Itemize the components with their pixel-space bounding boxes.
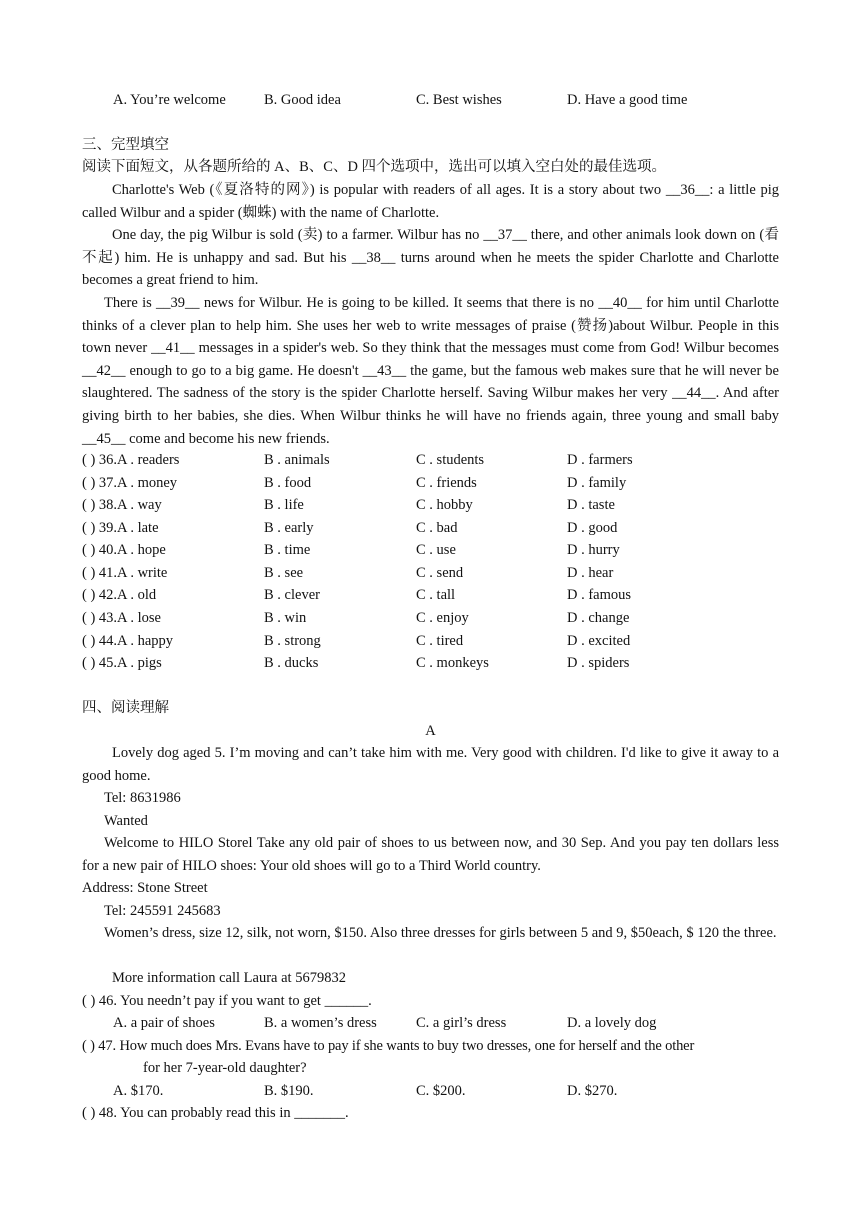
option-c: C . monkeys [416, 655, 489, 671]
question-number: ( ) 39.A . late [82, 520, 159, 536]
cloze-paragraph-3: There is __39__ news for Wilbur. He is going to be killed. It seems that there is no __40__ for him until Charlotte thinks of a clever plan to help him. She uses her web to write messages of praise (赞扬)about Wilbur. People in this town never __41__ messages in a spider's web. So they think that the messages must come from God! Wilbur becomes __42__ enough to go to a big game. He doesn't __43__ the game, but the famous web makes sure that he will never be slaughtered. The sadness of the story is the spider Charlotte herself. Saving Wilbur makes her very __44__. And after giving birth to her babies, she dies. When Wilbur thinks he will have no friends again, three young and small baby __45__ come and become his new friends. [82, 295, 779, 447]
prev-option-b: B. Good idea [264, 92, 341, 108]
option-c: C . tall [416, 587, 456, 603]
ad-shoes-text: Welcome to HILO Storel Take any old pair of shoes to us between now, and 30 Sep. And you pay ten dollars less for a new pair of HILO shoes: Your old shoes will go to a Third World country. [82, 835, 779, 874]
option-d: D . hear [567, 565, 614, 581]
ad-shoes-title: Wanted [104, 813, 148, 829]
option-c: C . enjoy [416, 610, 469, 626]
prev-option-a: A. You’re welcome [113, 92, 226, 108]
q46-option-c: C. a girl’s dress [416, 1015, 507, 1031]
q46-option-b: B. a women’s dress [264, 1015, 377, 1031]
section3-instruction: 阅读下面短文，从各题所给的 A、B、C、D 四个选项中，选出可以填入空白处的最佳选项。 [82, 159, 667, 175]
option-c: C . hobby [416, 497, 473, 513]
option-d: D . famous [567, 587, 632, 603]
question-number: ( ) 44.A . happy [82, 633, 174, 649]
q47-option-d: D. $270. [567, 1083, 618, 1099]
question-47-stem-line1: ( ) 47. How much does Mrs. Evans have to pay if she wants to buy two dresses, one for herself and the other [82, 1038, 695, 1054]
option-b: B . strong [264, 633, 321, 649]
q47-option-c: C. $200. [416, 1083, 466, 1099]
option-d: D . good [567, 520, 618, 536]
option-d: D . hurry [567, 542, 620, 558]
option-b: B . life [264, 497, 304, 513]
option-b: B . see [264, 565, 304, 581]
q46-option-d: D. a lovely dog [567, 1015, 657, 1031]
question-48-stem: ( ) 48. You can probably read this in _______. [82, 1105, 349, 1121]
option-c: C . bad [416, 520, 458, 536]
section4-heading: 四、阅读理解 [82, 700, 169, 716]
q46-option-a: A. a pair of shoes [113, 1015, 215, 1031]
option-b: B . win [264, 610, 307, 626]
question-number: ( ) 43.A . lose [82, 610, 161, 626]
question-number: ( ) 40.A . hope [82, 542, 166, 558]
option-c: C . tired [416, 633, 464, 649]
option-b: B . food [264, 475, 312, 491]
option-c: C . send [416, 565, 464, 581]
option-d: D . change [567, 610, 630, 626]
ad-shoes-tel: Tel: 245591 245683 [104, 903, 221, 919]
ad-dress-info: More information call Laura at 5679832 [112, 970, 346, 986]
option-b: B . early [264, 520, 314, 536]
option-b: B . ducks [264, 655, 319, 671]
option-b: B . clever [264, 587, 320, 603]
question-number: ( ) 37.A . money [82, 475, 178, 491]
option-b: B . animals [264, 452, 330, 468]
prev-option-c: C. Best wishes [416, 92, 502, 108]
option-b: B . time [264, 542, 311, 558]
option-d: D . family [567, 475, 627, 491]
option-d: D . spiders [567, 655, 630, 671]
cloze-paragraph-2: One day, the pig Wilbur is sold (卖) to a farmer. Wilbur has no __37__ there, and other animals look down on (看不起) him. He is unhappy and sad. But his __38__ turns around when he meets the spider Charlotte and Charlotte becomes a great friend to him. [82, 227, 779, 289]
question-46-stem: ( ) 46. You needn’t pay if you want to get ______. [82, 993, 372, 1009]
option-c: C . use [416, 542, 456, 558]
q47-option-b: B. $190. [264, 1083, 314, 1099]
option-c: C . students [416, 452, 485, 468]
reading-part-label: A [425, 723, 436, 739]
cloze-paragraph-1: Charlotte's Web (《夏洛特的网》) is popular with readers of all ages. It is a story about two __36__: a little pig called Wilbur and a spider (蜘蛛) with the name of Charlotte. [82, 182, 779, 221]
section3-heading: 三、完型填空 [82, 137, 169, 153]
question-number: ( ) 38.A . way [82, 497, 162, 513]
option-d: D . farmers [567, 452, 633, 468]
option-d: D . excited [567, 633, 631, 649]
question-number: ( ) 42.A . old [82, 587, 157, 603]
q47-option-a: A. $170. [113, 1083, 164, 1099]
ad-dress-text: Women’s dress, size 12, silk, not worn, $150. Also three dresses for girls between 5 and 9, $50each, $ 120 the three. [104, 925, 777, 941]
question-number: ( ) 45.A . pigs [82, 655, 162, 671]
question-number: ( ) 36.A . readers [82, 452, 180, 468]
ad-dog-text: Lovely dog aged 5. I’m moving and can’t take him with me. Very good with children. I'd like to give it away to a good home. [82, 745, 779, 784]
ad-dog-tel: Tel: 8631986 [104, 790, 181, 806]
question-47-stem-line2: for her 7-year-old daughter? [143, 1060, 307, 1076]
ad-shoes-address: Address: Stone Street [82, 880, 208, 896]
option-d: D . taste [567, 497, 615, 513]
option-c: C . friends [416, 475, 477, 491]
prev-option-d: D. Have a good time [567, 92, 688, 108]
question-number: ( ) 41.A . write [82, 565, 168, 581]
